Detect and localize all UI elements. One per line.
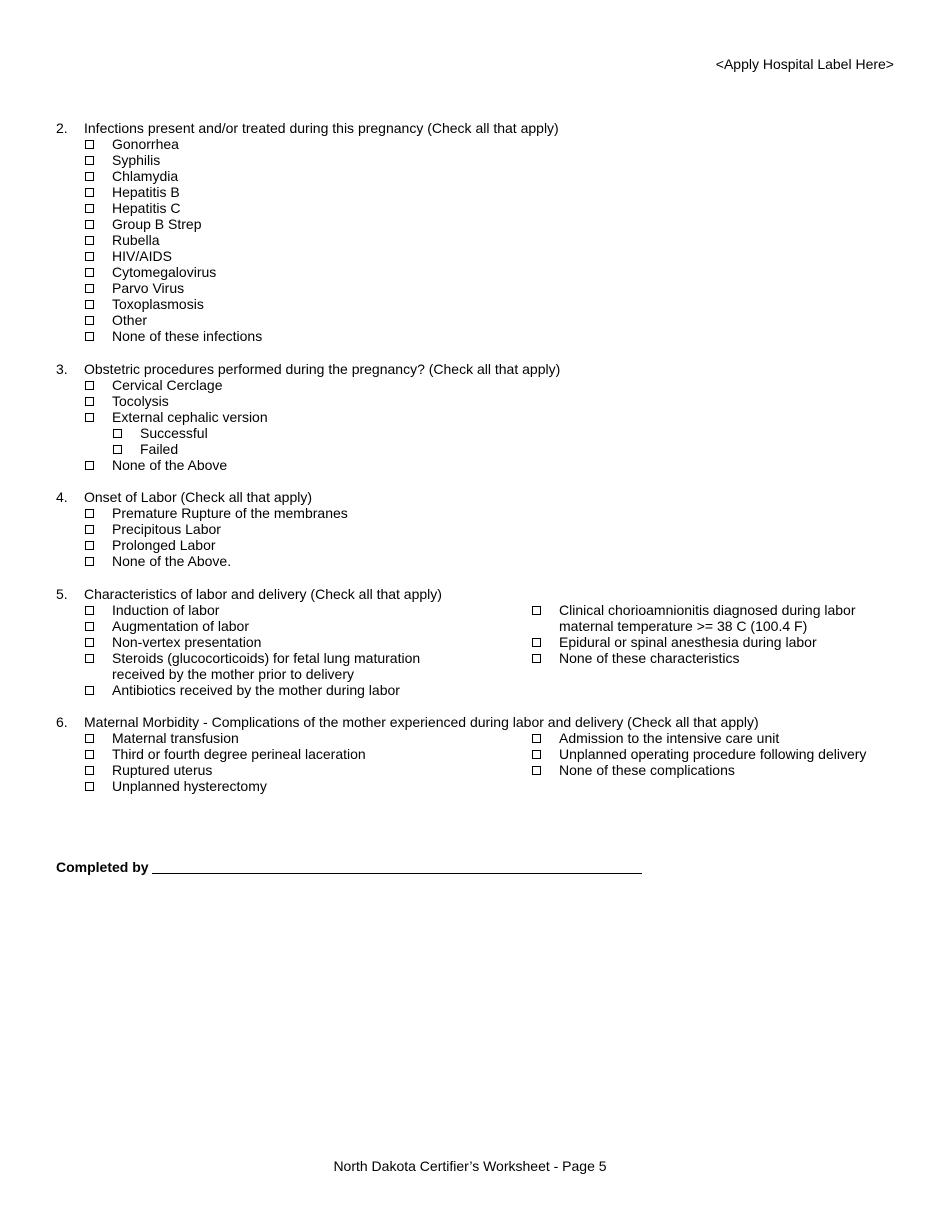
- q2-option-6: Group B Strep: [112, 216, 202, 232]
- q3-question: Obstetric procedures performed during the pregnancy? (Check all that apply): [84, 361, 561, 377]
- q6-left-checkbox-2[interactable]: [85, 750, 94, 759]
- q5-left-checkbox-1[interactable]: [85, 606, 94, 615]
- q4-option-2: Precipitous Labor: [112, 521, 221, 537]
- q2-option-1: Gonorrhea: [112, 136, 179, 152]
- q5-left-checkbox-5[interactable]: [85, 686, 94, 695]
- q6-left-option-4: Unplanned hysterectomy: [112, 778, 267, 794]
- q2-option-3: Chlamydia: [112, 168, 179, 184]
- q5-right-option-1: Clinical chorioamnionitis diagnosed during labor: [559, 602, 856, 618]
- q2-checkbox-11[interactable]: [85, 300, 94, 309]
- q5-left-checkbox-3[interactable]: [85, 638, 94, 647]
- q3-checkbox-2[interactable]: [85, 397, 94, 406]
- q5-right-checkbox-1[interactable]: [532, 606, 541, 615]
- q3-sub-checkbox-2[interactable]: [113, 445, 122, 454]
- q6-right-checkbox-2[interactable]: [532, 750, 541, 759]
- q2-option-10: Parvo Virus: [112, 280, 185, 296]
- q3-sub-option-2: Failed: [140, 441, 179, 457]
- completed-by-label: Completed by: [56, 859, 149, 875]
- q5-left-option-5: Antibiotics received by the mother during labor: [112, 682, 400, 698]
- q2-checkbox-2[interactable]: [85, 156, 94, 165]
- q5-right-checkbox-2[interactable]: [532, 638, 541, 647]
- q2-checkbox-7[interactable]: [85, 236, 94, 245]
- q2-checkbox-10[interactable]: [85, 284, 94, 293]
- q5-left-option-4: Steroids (glucocorticoids) for fetal lung maturation: [112, 650, 421, 666]
- q3-checkbox-3[interactable]: [85, 413, 94, 422]
- q5-right-option-3: None of these characteristics: [559, 650, 740, 666]
- q2-option-7: Rubella: [112, 232, 160, 248]
- q2-option-12: Other: [112, 312, 148, 328]
- q4-question: Onset of Labor (Check all that apply): [84, 489, 313, 505]
- q2-checkbox-3[interactable]: [85, 172, 94, 181]
- q5-left-option-1: Induction of labor: [112, 602, 220, 618]
- q2-checkbox-5[interactable]: [85, 204, 94, 213]
- q3-option-2: Tocolysis: [112, 393, 169, 409]
- q2-option-11: Toxoplasmosis: [112, 296, 204, 312]
- q3-checkbox-1[interactable]: [85, 381, 94, 390]
- q5-left-option-4-continuation: received by the mother prior to delivery: [112, 666, 354, 682]
- q5-left-option-3: Non-vertex presentation: [112, 634, 262, 650]
- q6-right-checkbox-3[interactable]: [532, 766, 541, 775]
- q5-left-option-2: Augmentation of labor: [112, 618, 249, 634]
- q3-sub-option-1: Successful: [140, 425, 208, 441]
- q5-right-checkbox-3[interactable]: [532, 654, 541, 663]
- q2-checkbox-6[interactable]: [85, 220, 94, 229]
- q6-right-option-1: Admission to the intensive care unit: [559, 730, 780, 746]
- q2-checkbox-1[interactable]: [85, 140, 94, 149]
- q6-number: 6.: [56, 714, 68, 730]
- q2-question: Infections present and/or treated during this pregnancy (Check all that apply): [84, 120, 559, 136]
- q4-number: 4.: [56, 489, 68, 505]
- q3-option-3: External cephalic version: [112, 409, 268, 425]
- q4-option-1: Premature Rupture of the membranes: [112, 505, 348, 521]
- q2-checkbox-9[interactable]: [85, 268, 94, 277]
- q2-checkbox-4[interactable]: [85, 188, 94, 197]
- q6-left-option-2: Third or fourth degree perineal laceration: [112, 746, 366, 762]
- hospital-label-placeholder: <Apply Hospital Label Here>: [715, 56, 894, 72]
- q3-checkbox-4[interactable]: [85, 461, 94, 470]
- q4-checkbox-2[interactable]: [85, 525, 94, 534]
- q2-number: 2.: [56, 120, 68, 136]
- q2-option-2: Syphilis: [112, 152, 161, 168]
- q6-right-checkbox-1[interactable]: [532, 734, 541, 743]
- q3-option-1: Cervical Cerclage: [112, 377, 223, 393]
- q6-left-checkbox-1[interactable]: [85, 734, 94, 743]
- q2-option-13: None of these infections: [112, 328, 263, 344]
- q6-left-checkbox-3[interactable]: [85, 766, 94, 775]
- q6-left-option-3: Ruptured uterus: [112, 762, 213, 778]
- q3-sub-checkbox-1[interactable]: [113, 429, 122, 438]
- q3-number: 3.: [56, 361, 68, 377]
- q4-checkbox-1[interactable]: [85, 509, 94, 518]
- q6-question: Maternal Morbidity - Complications of the mother experienced during labor and delivery (Check all that apply): [84, 714, 759, 730]
- q2-checkbox-13[interactable]: [85, 332, 94, 341]
- q4-checkbox-4[interactable]: [85, 557, 94, 566]
- q2-option-4: Hepatitis B: [112, 184, 180, 200]
- completed-by-signature-line[interactable]: [152, 873, 642, 874]
- q5-number: 5.: [56, 586, 68, 602]
- q5-right-option-1-continuation: maternal temperature >= 38 C (100.4 F): [559, 618, 808, 634]
- q6-right-option-3: None of these complications: [559, 762, 735, 778]
- q2-option-9: Cytomegalovirus: [112, 264, 217, 280]
- q6-left-checkbox-4[interactable]: [85, 782, 94, 791]
- q5-left-checkbox-2[interactable]: [85, 622, 94, 631]
- q6-right-option-2: Unplanned operating procedure following delivery: [559, 746, 867, 762]
- q2-checkbox-12[interactable]: [85, 316, 94, 325]
- q2-option-8: HIV/AIDS: [112, 248, 172, 264]
- q5-left-checkbox-4[interactable]: [85, 654, 94, 663]
- q3-option-4: None of the Above: [112, 457, 228, 473]
- q5-question: Characteristics of labor and delivery (Check all that apply): [84, 586, 442, 602]
- q4-option-3: Prolonged Labor: [112, 537, 216, 553]
- q4-option-4: None of the Above.: [112, 553, 232, 569]
- q5-right-option-2: Epidural or spinal anesthesia during labor: [559, 634, 817, 650]
- q2-option-5: Hepatitis C: [112, 200, 181, 216]
- q4-checkbox-3[interactable]: [85, 541, 94, 550]
- q6-left-option-1: Maternal transfusion: [112, 730, 239, 746]
- page-footer: North Dakota Certifier’s Worksheet - Page 5: [333, 1158, 607, 1174]
- q2-checkbox-8[interactable]: [85, 252, 94, 261]
